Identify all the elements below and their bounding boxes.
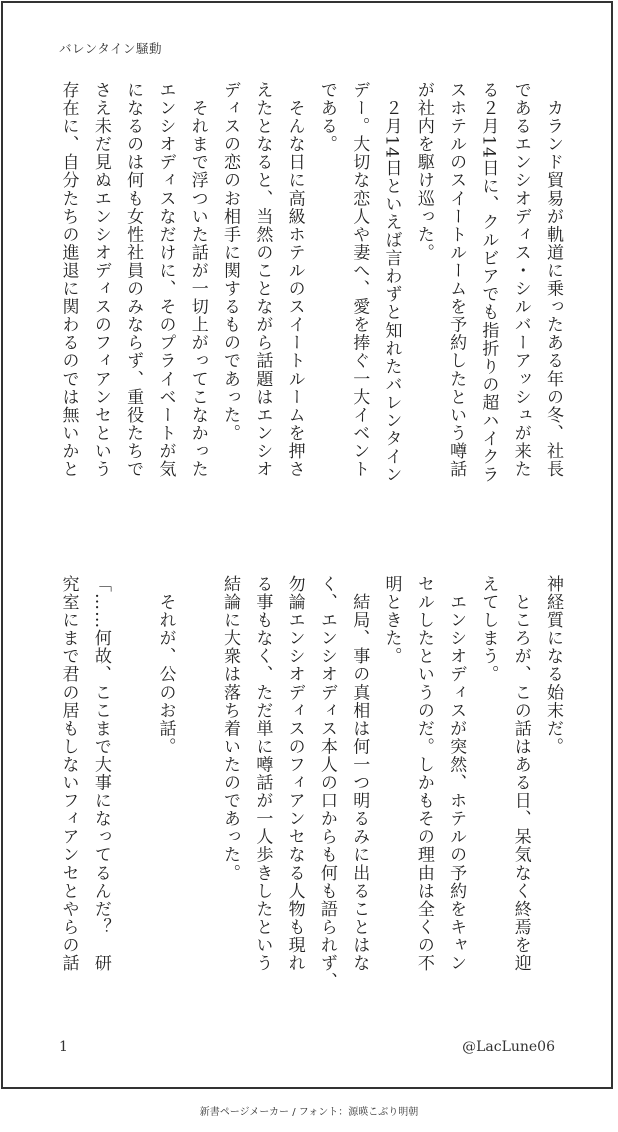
generator-credit: 新書ページメーカー / フォント：源暎こぶり明朝: [199, 1107, 419, 1118]
body-text-lower: 神経質になる始末だ。 ところが、この話はある日、呆気なく終焉を迎 えてしまう。 エンシオディスが突然、ホテルの予約をキャン セルしたというのだ。しかもその理由は全くの不 明ときた。 結局、事の真相は何一つ明るみに出ることはな く、エンシオディス本人の口からも何も語られず、 勿論エンシオディスのフィアンセなる人物も現れ る事もなく、ただ単に噂話が一人歩きしたという 結論に大衆は落ち着いたのであった。 それが、公のお話。 「……何故、ここまで大事になってるんだ？ 研 究室にまで君の居もしないフィアンセとやらの話: [58, 575, 563, 991]
body-text-upper: カランド貿易が軌道に乗ったある年の冬、社長 であるエンシオディス・シルバーアッシュが来た る２月14日に、クルビアでも指折りの超ハイクラ スホテルのスイートルームを予約したという噂話 が社内を駆け巡った。 ２月14日といえば言わずと知れたバレンタイン デー。大切な恋人や妻へ、愛を捧ぐ一大イベント である。 そんな日に高級ホテルのスイートルームを押さ えたとなると、当然のことながら話題はエンシオ ディスの恋のお相手に関するものであった。 それまで浮ついた話が一切上がってこなかった エンシオディスなだけに、そのプライベートが気 になるのは何も女性社員のみならず、重役たちで さえ未だ見ぬエンシオディスのフィアンセという 存在に、自分たちの進退に関わるのでは無いかと: [58, 81, 563, 484]
author-handle: @LacLune06: [462, 1039, 555, 1055]
page-frame: [1, 1, 613, 1089]
running-header-title: バレンタイン騒動: [59, 41, 162, 56]
page-number: 1: [59, 1039, 68, 1055]
